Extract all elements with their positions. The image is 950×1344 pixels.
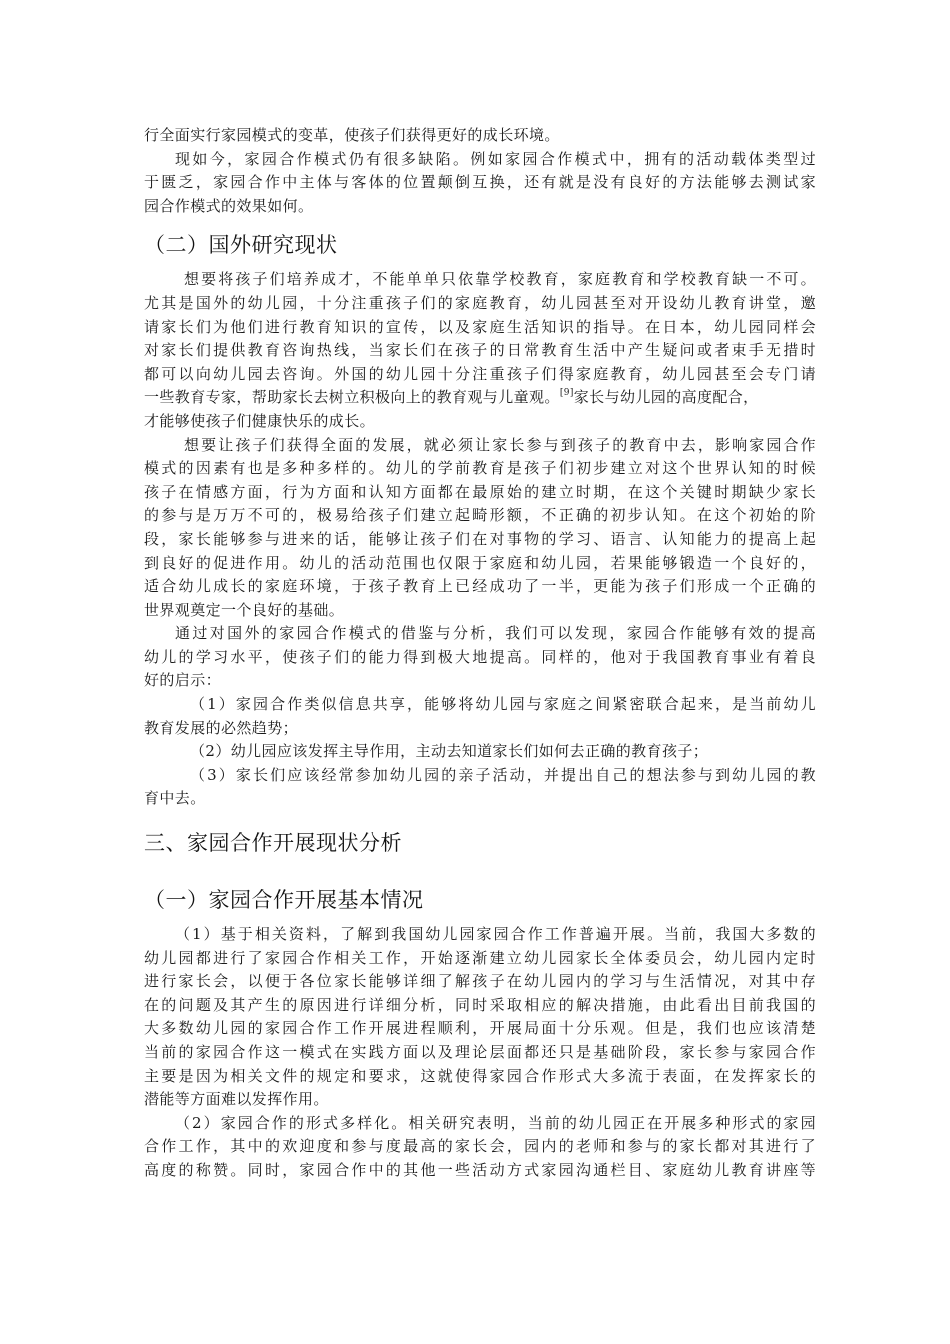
list-item: （3）家长们应该经常参加幼儿园的亲子活动，并提出自己的想法参与到幼儿园的教 [190,765,816,784]
paragraph-line: 幼儿园都进行了家园合作相关工作，开始逐渐建立幼儿园家长全体委员会，幼儿园内定时 [144,948,816,967]
list-item-continuation: 教育发展的必然趋势； [144,718,299,737]
paragraph-line: 当前的家园合作这一模式在实践方面以及理论层面都还只是基础阶段，家长参与家园合作 [144,1043,816,1061]
citation-marker: [9] [559,388,574,399]
text-run: 一些教育专家，帮助家长去树立积极向上的教育观与儿童观。 [144,388,560,407]
paragraph-line: 孩子在情感方面，行为方面和认知方面都在最原始的建立时期，在这个关键时期缺少家长 [144,482,816,501]
paragraph-line: 想要将孩子们培养成才，不能单单只依靠学校教育，家庭教育和学校教育缺一不可。 [184,270,816,289]
paragraph-line: 模式的因素有也是多种多样的。幼儿的学前教育是孩子们初步建立对这个世界认知的时候 [144,459,816,478]
paragraph-line: 段，家长能够参与进来的话，能够让孩子们在对事物的学习、语言、认知能力的提高上起 [144,529,816,548]
list-item: （1）家园合作类似信息共享，能够将幼儿园与家庭之间紧密联合起来，是当前幼儿 [190,695,816,714]
paragraph-line: 世界观奠定一个良好的基础。 [144,600,345,619]
paragraph-line: 到良好的促进作用。幼儿的活动范围也仅限于家庭和幼儿园，若果能够锻造一个良好的， [144,553,816,572]
paragraph-line: 通过对国外的家园合作模式的借鉴与分析，我们可以发现，家园合作能够有效的提高 [175,624,816,643]
paragraph-line: 合作工作，其中的欢迎度和参与度最高的家长会，园内的老师和参与的家长都对其进行了 [144,1137,816,1156]
section-heading-3: 三、家园合作开展现状分析 [144,831,402,856]
text-run: 家长与幼儿园的高度配合， [573,388,759,407]
paragraph-line: 主要是因为相关文件的规定和要求，这就使得家园合作形式大多流于表面，在发挥家长的 [144,1066,816,1085]
paragraph-line: 园合作模式的效果如何。 [144,196,314,215]
paragraph-line: （1）基于相关资料，了解到我国幼儿园家园合作工作普遍开展。当前，我国大多数的 [175,925,816,944]
paragraph-line: 潜能等方面难以发挥作用。 [144,1090,329,1109]
section-heading-foreign-research: （二）国外研究现状 [144,233,338,258]
paragraph-line: 请家长们为他们进行教育知识的宣传，以及家庭生活知识的指导。在日本，幼儿园同样会 [144,317,816,336]
paragraph-line: 的参与是万万不可的，极易给孩子们建立起畸形额，不正确的初步认知。在这个初始的阶 [144,506,816,525]
paragraph-line: 大多数幼儿园的家园合作工作开展进程顺利，开展局面十分乐观。但是，我们也应该清楚 [144,1019,816,1038]
list-item-continuation: 育中去。 [144,789,206,808]
paragraph-line: 在的问题及其产生的原因进行详细分析，同时采取相应的解决措施，由此看出目前我国的 [144,995,816,1014]
document-page [144,124,816,1183]
subsection-heading-basic: （一）家园合作开展基本情况 [144,888,424,913]
paragraph-line: 现如今，家园合作模式仍有很多缺陷。例如家园合作模式中，拥有的活动载体类型过 [175,149,816,168]
paragraph-line [144,386,816,410]
paragraph-line: 高度的称赞。同时，家园合作中的其他一些活动方式家园沟通栏目、家庭幼儿教育讲座等 [144,1160,816,1179]
paragraph-line: （2）家园合作的形式多样化。相关研究表明，当前的幼儿园正在开展多种形式的家园 [175,1113,816,1132]
paragraph-line: 都可以向幼儿园去咨询。外国的幼儿园十分注重孩子们得家庭教育，幼儿园甚至会专门请 [144,364,816,383]
paragraph-line: 才能够使孩子们健康快乐的成长。 [144,411,376,430]
paragraph-line: 适合幼儿成长的家庭环境，于孩子教育上已经成功了一半，更能为孩子们形成一个正确的 [144,577,816,596]
paragraph-line: 好的启示： [144,671,222,690]
paragraph-line: 幼儿的学习水平，使孩子们的能力得到极大地提高。同样的，他对于我国教育事业有着良 [144,647,816,666]
paragraph-line: 尤其是国外的幼儿园，十分注重孩子们的家庭教育，幼儿园甚至对开设幼儿教育讲堂，邀 [144,293,816,312]
list-item: （2）幼儿园应该发挥主导作用，主动去知道家长们如何去正确的教育孩子； [190,742,709,761]
paragraph-line: 对家长们提供教育咨询热线，当家长们在孩子的日常教育生活中产生疑问或者束手无措时 [144,341,816,360]
paragraph-line: 进行家长会，以便于各位家长能够详细了解孩子在幼儿园内的学习与生活情况，对其中存 [144,972,816,991]
paragraph-line: 行全面实行家园模式的变革，使孩子们获得更好的成长环境。 [144,126,560,144]
paragraph-line: 于匮乏，家园合作中主体与客体的位置颠倒互换，还有就是没有良好的方法能够去测试家 [144,173,816,192]
paragraph-line: 想要让孩子们获得全面的发展，就必须让家长参与到孩子的教育中去，影响家园合作 [184,435,816,454]
